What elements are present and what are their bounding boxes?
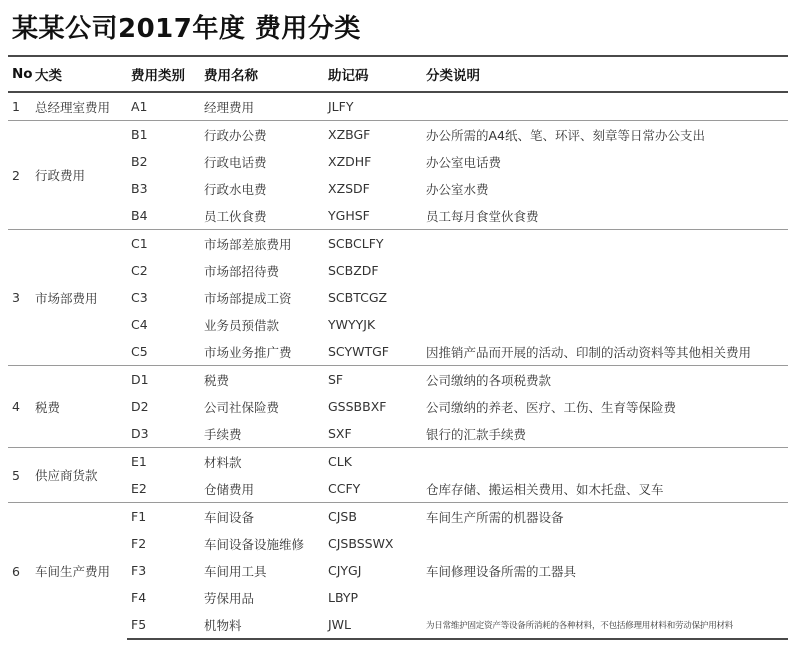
table-row [8, 448, 788, 476]
expense-name: 市场部招待费 [204, 263, 280, 279]
expense-mnemonic: SXF [328, 426, 352, 441]
expense-description [422, 311, 788, 338]
expense-description [422, 284, 788, 311]
expense-code: B3 [131, 181, 148, 196]
header-name: 费用名称 [204, 68, 258, 84]
expense-code: C1 [127, 230, 200, 258]
expense-code: F2 [131, 536, 147, 551]
expense-mnemonic: SCBZDF [328, 263, 379, 278]
expense-mnemonic: JLFY [324, 92, 422, 121]
group-category: 市场部费用 [31, 230, 127, 366]
expense-name: 车间设备 [200, 503, 324, 531]
table-body [8, 92, 788, 639]
expense-name: 行政办公费 [200, 121, 324, 149]
expense-description [422, 257, 788, 284]
expense-description: 办公室电话费 [426, 154, 502, 170]
header-description: 分类说明 [426, 68, 480, 84]
expense-code: F4 [131, 590, 147, 605]
expense-code: F3 [131, 563, 147, 578]
group-category: 供应商货款 [31, 448, 127, 503]
expense-code: D3 [131, 426, 149, 441]
expense-name: 车间设备设施维修 [204, 536, 305, 552]
expense-code: E2 [131, 481, 147, 496]
expense-mnemonic: XZBGF [324, 121, 422, 149]
expense-name: 车间用工具 [204, 563, 267, 579]
expense-code: C5 [131, 344, 148, 359]
expense-mnemonic: YWYYJK [328, 317, 376, 332]
group-category: 行政费用 [31, 121, 127, 230]
expense-mnemonic: SF [324, 366, 422, 394]
expense-description: 仓库存储、搬运相关费用、如木托盘、叉车 [426, 481, 664, 497]
expense-name: 行政电话费 [204, 154, 267, 170]
table-header [8, 56, 788, 92]
expense-name: 机物料 [200, 611, 324, 639]
expense-code: B1 [127, 121, 200, 149]
expense-description: 车间生产所需的机器设备 [422, 503, 788, 531]
expense-name: 行政水电费 [204, 181, 267, 197]
expense-mnemonic: XZDHF [328, 154, 372, 169]
expense-description: 公司缴纳的养老、医疗、工伤、生育等保险费 [426, 399, 677, 415]
expense-code: E1 [127, 448, 200, 476]
expense-description [422, 530, 788, 557]
expense-name: 市场业务推广费 [204, 344, 292, 360]
expense-name: 市场部差旅费用 [200, 230, 324, 258]
expense-code: F1 [127, 503, 200, 531]
expense-description: 员工每月食堂伙食费 [426, 208, 539, 224]
group-number: 2 [8, 121, 31, 230]
expense-mnemonic: SCBTCGZ [328, 290, 388, 305]
expense-code: C2 [131, 263, 148, 278]
header-mnemonic: 助记码 [328, 68, 369, 84]
expense-category-table [8, 55, 788, 640]
expense-description [422, 92, 788, 121]
expense-description [422, 448, 788, 476]
header-code: 费用类别 [131, 68, 185, 84]
page-title: 某某公司2017年度 费用分类 [12, 14, 361, 44]
expense-description [422, 584, 788, 611]
expense-mnemonic: GSSBBXF [328, 399, 387, 414]
expense-mnemonic: SCYWTGF [328, 344, 389, 359]
expense-code: D1 [127, 366, 200, 394]
expense-code: C4 [131, 317, 148, 332]
group-number: 1 [8, 92, 31, 121]
group-category: 总经理室费用 [31, 92, 127, 121]
expense-code: D2 [131, 399, 149, 414]
expense-mnemonic: XZSDF [328, 181, 370, 196]
expense-description: 为日常维护固定资产等设备所消耗的各种材料，不包括修理用材料和劳动保护用材料 [422, 611, 788, 639]
table-row [8, 366, 788, 394]
expense-table-container [8, 55, 788, 640]
table-row [8, 121, 788, 149]
expense-name: 经理费用 [200, 92, 324, 121]
expense-mnemonic: JWL [324, 611, 422, 639]
table-row [8, 92, 788, 121]
expense-name: 仓储费用 [204, 481, 255, 497]
expense-mnemonic: CJSBSSWX [328, 536, 394, 551]
expense-description: 公司缴纳的各项税费款 [422, 366, 788, 394]
group-number: 4 [8, 366, 31, 448]
header-row [8, 56, 788, 92]
expense-name: 税费 [200, 366, 324, 394]
table-row [8, 503, 788, 531]
header-category: 大类 [35, 68, 62, 84]
expense-description: 办公室水费 [426, 181, 489, 197]
group-number: 5 [8, 448, 31, 503]
expense-mnemonic: CLK [324, 448, 422, 476]
expense-code: B2 [131, 154, 148, 169]
expense-name: 员工伙食费 [204, 208, 267, 224]
expense-mnemonic: CCFY [328, 481, 361, 496]
expense-description [422, 230, 788, 258]
expense-description: 因推销产品而开展的活动、印制的活动资料等其他相关费用 [426, 344, 752, 360]
header-no: No [12, 66, 33, 82]
expense-name: 公司社保险费 [204, 399, 280, 415]
expense-name: 劳保用品 [204, 590, 255, 606]
expense-code: F5 [127, 611, 200, 639]
expense-mnemonic: CJYGJ [328, 563, 362, 578]
expense-code: C3 [131, 290, 148, 305]
expense-description: 车间修理设备所需的工器具 [426, 563, 577, 579]
expense-mnemonic: CJSB [324, 503, 422, 531]
expense-mnemonic: SCBCLFY [324, 230, 422, 258]
group-number: 3 [8, 230, 31, 366]
group-category: 车间生产费用 [31, 503, 127, 640]
expense-name: 手续费 [204, 426, 242, 442]
group-category: 税费 [31, 366, 127, 448]
expense-name: 市场部提成工资 [204, 290, 292, 306]
expense-code: B4 [131, 208, 148, 223]
expense-description: 银行的汇款手续费 [426, 426, 527, 442]
expense-name: 材料款 [200, 448, 324, 476]
group-number: 6 [8, 503, 31, 640]
expense-mnemonic: LBYP [328, 590, 359, 605]
table-row [8, 230, 788, 258]
expense-code: A1 [127, 92, 200, 121]
expense-name: 业务员预借款 [204, 317, 280, 333]
expense-description: 办公所需的A4纸、笔、环评、刻章等日常办公支出 [422, 121, 788, 149]
expense-mnemonic: YGHSF [328, 208, 370, 223]
